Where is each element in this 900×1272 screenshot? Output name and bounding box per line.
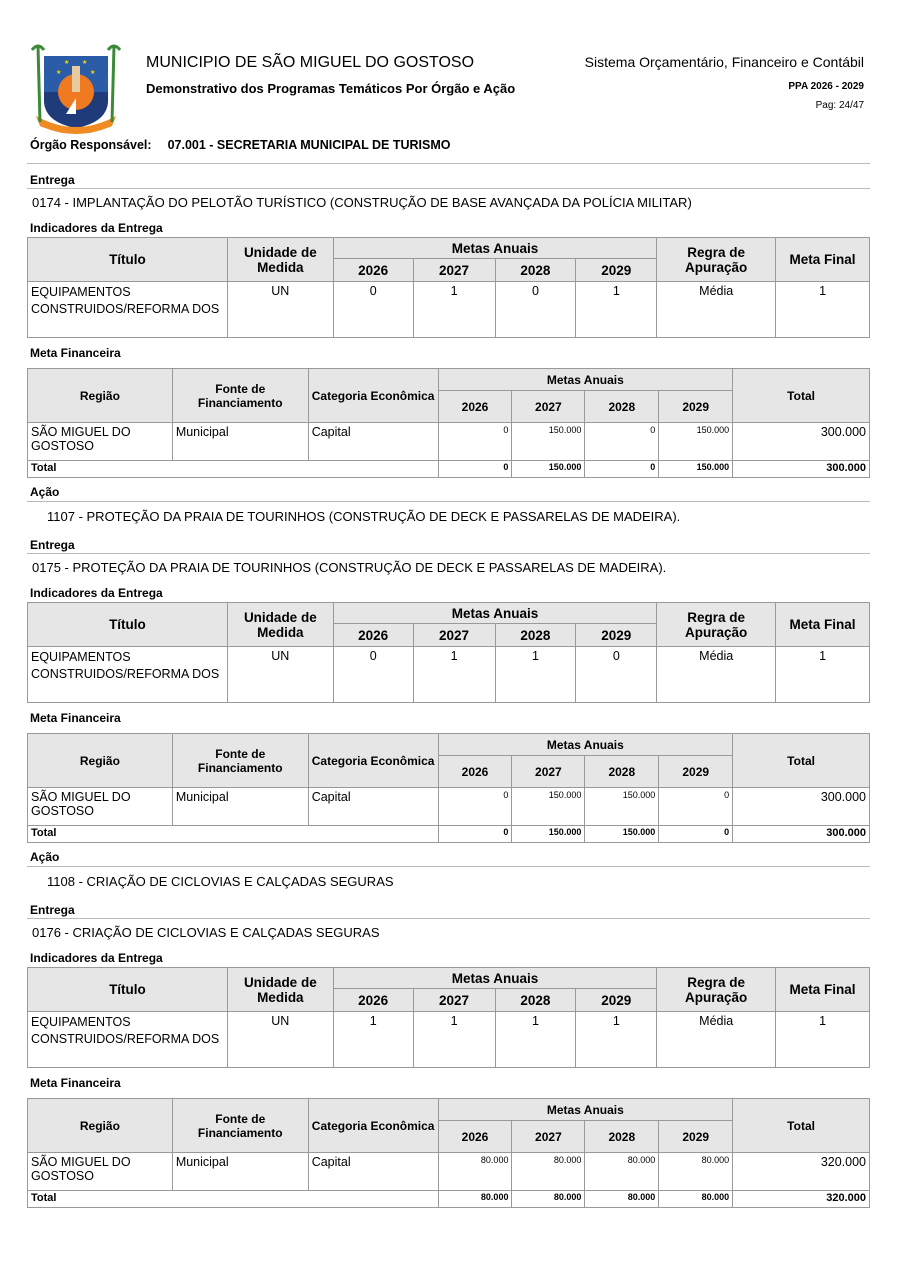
cell-total: 300.000 [733, 423, 870, 461]
header-year: 2027 [413, 989, 495, 1012]
header-year: 2028 [585, 756, 659, 788]
cell-meta-final: 1 [776, 647, 870, 703]
cell-meta-final: 1 [776, 282, 870, 338]
acao-title: 1108 - CRIAÇÃO DE CICLOVIAS E CALÇADAS SEGURAS [47, 874, 394, 889]
total-year-value: 80.000 [512, 1191, 585, 1208]
header-year: 2027 [413, 624, 495, 647]
page-number: Pag: 24/47 [815, 100, 864, 111]
cell-regiao: SÃO MIGUEL DO GOSTOSO [28, 788, 173, 826]
entrega-label: Entrega [30, 903, 75, 917]
ppa-period: PPA 2026 - 2029 [788, 81, 864, 92]
cell-regra: Média [657, 647, 776, 703]
cell-unidade: UN [227, 282, 333, 338]
financial-table [27, 1098, 870, 1208]
header-year: 2027 [413, 259, 495, 282]
entrega-title: 0175 - PROTEÇÃO DA PRAIA DE TOURINHOS (CONSTRUÇÃO DE DECK E PASSARELAS DE MADEIRA). [32, 560, 667, 575]
total-year-value: 150.000 [659, 461, 733, 478]
header-year: 2026 [438, 756, 512, 788]
total-row [28, 826, 870, 843]
cell-titulo: EQUIPAMENTOS CONSTRUIDOS/REFORMA DOS [28, 1012, 228, 1068]
total-year-value: 0 [438, 826, 512, 843]
header-year: 2028 [495, 259, 576, 282]
divider [27, 501, 870, 502]
total-year-value: 0 [659, 826, 733, 843]
cell-categoria: Capital [308, 788, 438, 826]
header-meta-final: Meta Final [776, 238, 870, 282]
header-metas-anuais: Metas Anuais [438, 734, 733, 756]
header-unidade: Unidade de Medida [227, 603, 333, 647]
header-categoria: Categoria Econômica [308, 369, 438, 423]
total-label: Total [28, 1191, 439, 1208]
orgao-label: Órgão Responsável: [30, 138, 152, 152]
header-metas-anuais: Metas Anuais [438, 1099, 733, 1121]
entrega-title: 0176 - CRIAÇÃO DE CICLOVIAS E CALÇADAS SEGURAS [32, 925, 380, 940]
header-year: 2027 [512, 756, 585, 788]
cell-year-value: 1 [576, 1012, 657, 1068]
indicadores-label: Indicadores da Entrega [30, 951, 163, 965]
svg-text:★: ★ [64, 60, 70, 66]
header-year: 2026 [333, 989, 413, 1012]
grand-total: 300.000 [733, 461, 870, 478]
cell-year-value: 80.000 [512, 1153, 585, 1191]
total-year-value: 150.000 [512, 826, 585, 843]
orgao-value: 07.001 - SECRETARIA MUNICIPAL DE TURISMO [167, 138, 451, 152]
system-name: Sistema Orçamentário, Financeiro e Contábil [584, 54, 864, 70]
financial-table [27, 368, 870, 478]
total-row [28, 1191, 870, 1208]
header-year: 2027 [512, 1121, 585, 1153]
meta-financeira-label: Meta Financeira [30, 711, 121, 725]
cell-unidade: UN [227, 647, 333, 703]
cell-year-value: 150.000 [585, 788, 659, 826]
total-label: Total [28, 826, 439, 843]
acao-label: Ação [30, 850, 60, 864]
meta-financeira-label: Meta Financeira [30, 1076, 121, 1090]
header-unidade: Unidade de Medida [227, 968, 333, 1012]
cell-regiao: SÃO MIGUEL DO GOSTOSO [28, 1153, 173, 1191]
divider [27, 163, 870, 164]
header-total: Total [733, 1099, 870, 1153]
header-metas-anuais: Metas Anuais [333, 603, 657, 624]
svg-text:★: ★ [90, 70, 96, 76]
total-year-value: 150.000 [512, 461, 585, 478]
cell-year-value: 1 [495, 1012, 576, 1068]
header-categoria: Categoria Econômica [308, 1099, 438, 1153]
table-row [28, 423, 870, 461]
grand-total: 300.000 [733, 826, 870, 843]
indicadores-label: Indicadores da Entrega [30, 221, 163, 235]
cell-year-value: 0 [438, 423, 512, 461]
cell-regiao: SÃO MIGUEL DO GOSTOSO [28, 423, 173, 461]
table-row [28, 647, 870, 703]
report-title: Demonstrativo dos Programas Temáticos Por Órgão e Ação [146, 81, 516, 96]
header-regiao: Região [28, 734, 173, 788]
header-year: 2028 [585, 1121, 659, 1153]
entrega-label: Entrega [30, 538, 75, 552]
header-year: 2026 [438, 1121, 512, 1153]
header-regra: Regra de Apuração [657, 603, 776, 647]
cell-unidade: UN [227, 1012, 333, 1068]
grand-total: 320.000 [733, 1191, 870, 1208]
cell-regra: Média [657, 1012, 776, 1068]
entrega-label: Entrega [30, 173, 75, 187]
cell-fonte: Municipal [172, 423, 308, 461]
header-year: 2029 [659, 756, 733, 788]
table-row [28, 1012, 870, 1068]
cell-year-value: 0 [585, 423, 659, 461]
header-year: 2028 [585, 391, 659, 423]
cell-regra: Média [657, 282, 776, 338]
header-year: 2028 [495, 989, 576, 1012]
total-label: Total [28, 461, 439, 478]
meta-financeira-label: Meta Financeira [30, 346, 121, 360]
header-year: 2027 [512, 391, 585, 423]
cell-year-value: 80.000 [659, 1153, 733, 1191]
header-meta-final: Meta Final [776, 603, 870, 647]
header-fonte: Fonte de Financiamento [172, 369, 308, 423]
cell-year-value: 0 [576, 647, 657, 703]
total-year-value: 80.000 [438, 1191, 512, 1208]
header-fonte: Fonte de Financiamento [172, 1099, 308, 1153]
divider [27, 866, 870, 867]
acao-title: 1107 - PROTEÇÃO DA PRAIA DE TOURINHOS (CONSTRUÇÃO DE DECK E PASSARELAS DE MADEIRA). [47, 509, 681, 524]
header-titulo: Título [28, 238, 228, 282]
total-year-value: 80.000 [585, 1191, 659, 1208]
cell-year-value: 150.000 [512, 788, 585, 826]
municipal-coat-of-arms-logo [30, 42, 122, 134]
financial-table [27, 733, 870, 843]
header-regra: Regra de Apuração [657, 238, 776, 282]
header-total: Total [733, 369, 870, 423]
cell-year-value: 150.000 [512, 423, 585, 461]
header-titulo: Título [28, 603, 228, 647]
indicators-table [27, 237, 870, 338]
header-metas-anuais: Metas Anuais [438, 369, 733, 391]
header-meta-final: Meta Final [776, 968, 870, 1012]
total-year-value: 150.000 [585, 826, 659, 843]
cell-year-value: 1 [576, 282, 657, 338]
cell-year-value: 0 [333, 282, 413, 338]
cell-year-value: 1 [413, 647, 495, 703]
cell-year-value: 80.000 [585, 1153, 659, 1191]
table-row [28, 788, 870, 826]
header-year: 2026 [333, 259, 413, 282]
table-row [28, 282, 870, 338]
cell-total: 300.000 [733, 788, 870, 826]
total-year-value: 0 [438, 461, 512, 478]
table-row [28, 1153, 870, 1191]
orgao-responsavel [30, 138, 467, 152]
total-year-value: 80.000 [659, 1191, 733, 1208]
header-year: 2029 [659, 391, 733, 423]
cell-year-value: 1 [413, 1012, 495, 1068]
header-year: 2028 [495, 624, 576, 647]
cell-year-value: 80.000 [438, 1153, 512, 1191]
header-year: 2026 [333, 624, 413, 647]
divider [27, 918, 870, 919]
cell-meta-final: 1 [776, 1012, 870, 1068]
cell-categoria: Capital [308, 423, 438, 461]
cell-fonte: Municipal [172, 788, 308, 826]
header-year: 2026 [438, 391, 512, 423]
cell-titulo: EQUIPAMENTOS CONSTRUIDOS/REFORMA DOS [28, 647, 228, 703]
header-metas-anuais: Metas Anuais [333, 238, 657, 259]
header-categoria: Categoria Econômica [308, 734, 438, 788]
acao-label: Ação [30, 485, 60, 499]
municipality-name: MUNICIPIO DE SÃO MIGUEL DO GOSTOSO [146, 54, 475, 71]
cell-categoria: Capital [308, 1153, 438, 1191]
divider [27, 188, 870, 189]
header-unidade: Unidade de Medida [227, 238, 333, 282]
header-fonte: Fonte de Financiamento [172, 734, 308, 788]
cell-year-value: 0 [659, 788, 733, 826]
divider [27, 553, 870, 554]
cell-year-value: 0 [495, 282, 576, 338]
cell-year-value: 1 [495, 647, 576, 703]
indicadores-label: Indicadores da Entrega [30, 586, 163, 600]
cell-year-value: 0 [333, 647, 413, 703]
cell-total: 320.000 [733, 1153, 870, 1191]
header-metas-anuais: Metas Anuais [333, 968, 657, 989]
cell-fonte: Municipal [172, 1153, 308, 1191]
header-regra: Regra de Apuração [657, 968, 776, 1012]
svg-text:★: ★ [56, 70, 62, 76]
header-regiao: Região [28, 369, 173, 423]
header-year: 2029 [576, 989, 657, 1012]
cell-year-value: 1 [333, 1012, 413, 1068]
entrega-title: 0174 - IMPLANTAÇÃO DO PELOTÃO TURÍSTICO (CONSTRUÇÃO DE BASE AVANÇADA DA POLÍCIA MILITAR) [32, 195, 692, 210]
total-year-value: 0 [585, 461, 659, 478]
header-titulo: Título [28, 968, 228, 1012]
svg-text:★: ★ [82, 60, 88, 66]
cell-titulo: EQUIPAMENTOS CONSTRUIDOS/REFORMA DOS [28, 282, 228, 338]
header-regiao: Região [28, 1099, 173, 1153]
header-total: Total [733, 734, 870, 788]
header-year: 2029 [576, 624, 657, 647]
total-row [28, 461, 870, 478]
indicators-table [27, 602, 870, 703]
indicators-table [27, 967, 870, 1068]
cell-year-value: 0 [438, 788, 512, 826]
header-year: 2029 [659, 1121, 733, 1153]
cell-year-value: 1 [413, 282, 495, 338]
cell-year-value: 150.000 [659, 423, 733, 461]
header-year: 2029 [576, 259, 657, 282]
